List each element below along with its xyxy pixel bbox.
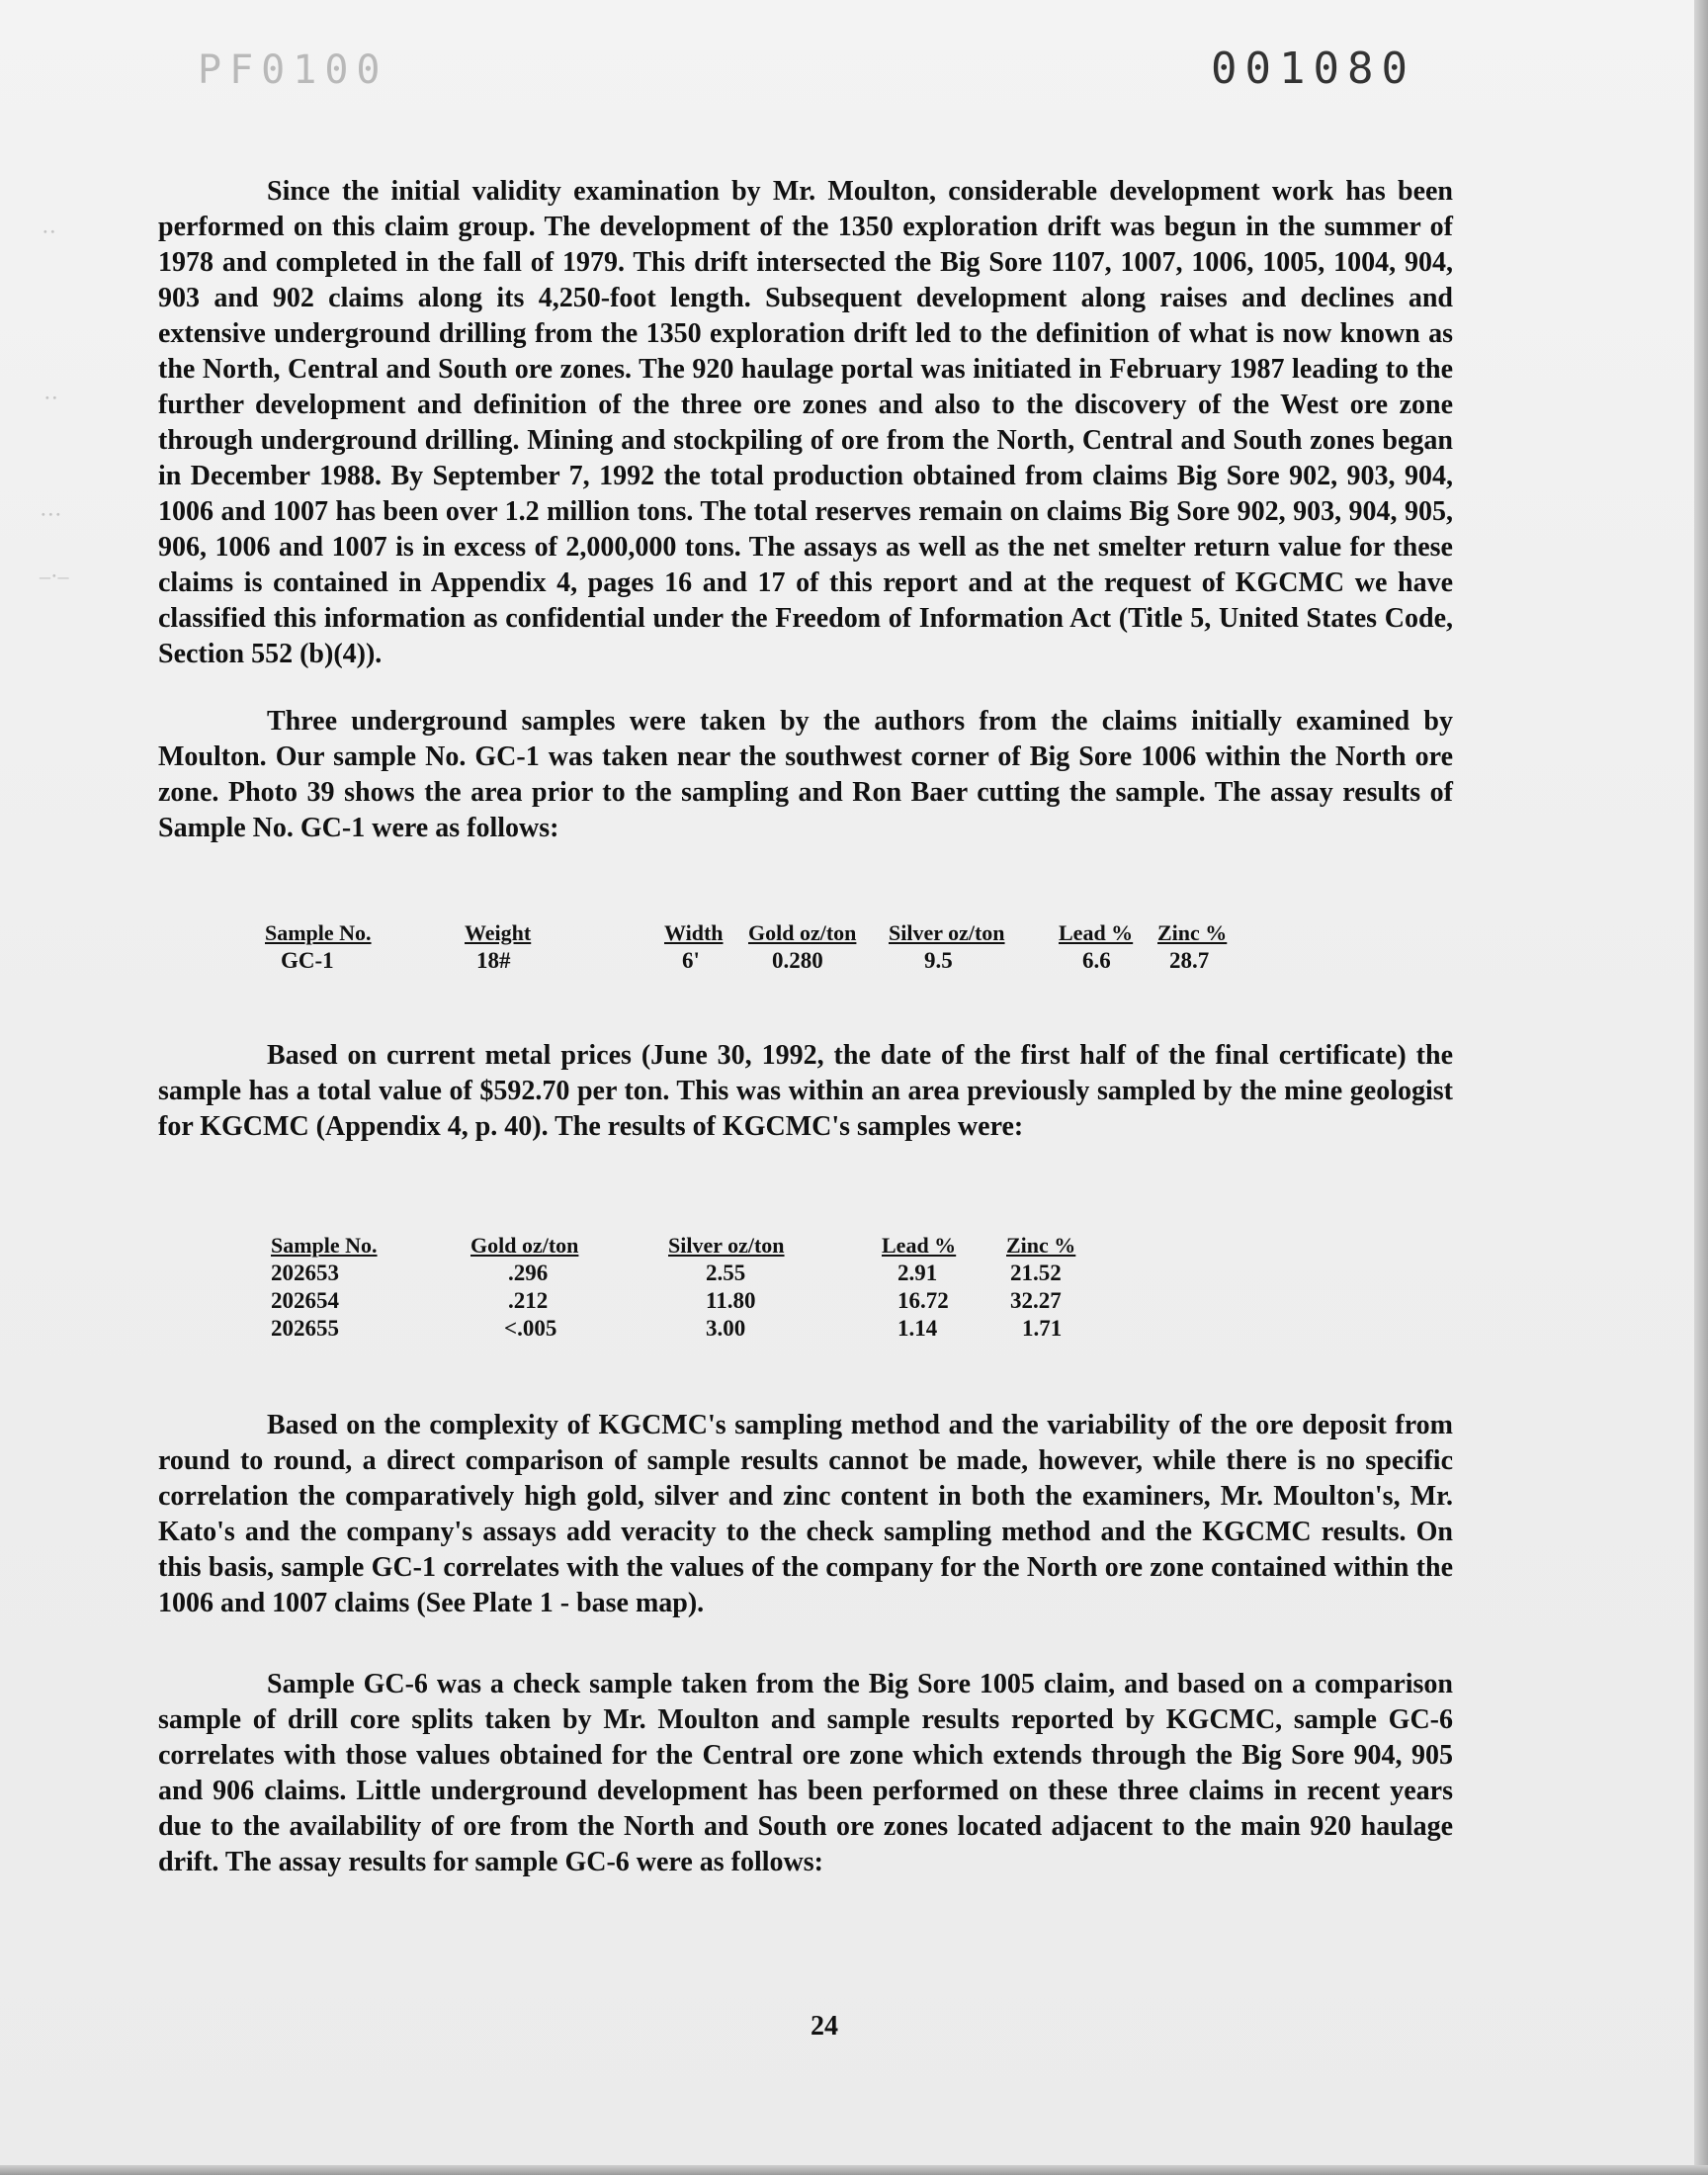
table-row xyxy=(271,1315,1105,1343)
column-header-silver: Silver oz/ton xyxy=(889,920,1005,945)
column-header-zinc: Zinc % xyxy=(1157,920,1228,945)
column-header-sample-no: Sample No. xyxy=(265,920,372,945)
column-header-width: Width xyxy=(664,920,724,945)
page-number: 24 xyxy=(811,2011,838,2042)
column-header-sample-no: Sample No. xyxy=(271,1233,378,1258)
gc1-assay-table xyxy=(265,919,1246,975)
bleed-mark: ⋅⋅ xyxy=(42,219,57,244)
cell-sample-no: 202654 xyxy=(271,1288,339,1313)
cell-silver: 3.00 xyxy=(706,1316,746,1341)
cell-width: 6' xyxy=(682,948,700,973)
column-header-weight: Weight xyxy=(465,920,532,945)
table-header-row xyxy=(271,1232,1105,1260)
table-row xyxy=(265,947,1246,975)
kgcmc-samples-table xyxy=(271,1232,1105,1343)
paragraph-gc6-sample: Sample GC-6 was a check sample taken from the Big Sore 1005 claim, and based on a comparison sample of drill core splits taken by Mr. Moulton and sample results reported by KGCMC, sample GC-6 correlates with those values obtained for the Central ore zone which extends through the Big Sore 904, 905 and 906 claims. Little underground development has been performed on these three claims in recent years due to the availability of ore from the North and South ore zones located adjacent to the main 920 haulage drift. The assay results for sample GC-6 were as follows: xyxy=(158,1669,1453,1877)
bates-stamp-faded: PF0100 xyxy=(198,47,388,93)
cell-gold: .212 xyxy=(508,1288,549,1313)
page-edge-shadow-bottom xyxy=(0,2165,1708,2175)
cell-zinc: 28.7 xyxy=(1169,948,1210,973)
page-edge-shadow-right xyxy=(1694,0,1708,2175)
cell-lead: 1.14 xyxy=(897,1316,938,1341)
cell-lead: 2.91 xyxy=(897,1261,938,1285)
cell-gold: 0.280 xyxy=(772,948,823,973)
table-header-row xyxy=(265,919,1246,947)
cell-silver: 11.80 xyxy=(706,1288,756,1313)
paragraph-development-history: Since the initial validity examination by Mr. Moulton, considerable development work has been performed on this claim group. The development of the 1350 exploration drift was begun in the summer of 1978 and completed in the fall of 1979. This drift intersected the Big Sore 1107, 1007, 1006, 1005, 1004, 904, 903 and 902 claims along its 4,250-foot length. Subsequent development along raises and declines and extensive underground drilling from the 1350 exploration drift led to the definition of what is now known as the North, Central and South ore zones. The 920 haulage portal was initiated in February 1987 leading to the further development and definition of the three ore zones and also to the discovery of the West ore zone through underground drilling. Mining and stockpiling of ore from the North, Central and South zones began in December 1988. By September 7, 1992 the total production obtained from claims Big Sore 902, 903, 904, 1006 and 1007 has been over 1.2 million tons. The total reserves remain on claims Big Sore 902, 903, 904, 905, 906, 1006 and 1007 is in excess of 2,000,000 tons. The assays as well as the net smelter return value for these claims is contained in Appendix 4, pages 16 and 17 of this report and at the request of KGCMC we have classified this information as confidential under the Freedom of Information Act (Title 5, United States Code, Section 552 (b)(4)). xyxy=(158,176,1453,669)
cell-gold: <.005 xyxy=(504,1316,557,1341)
column-header-gold: Gold oz/ton xyxy=(470,1233,579,1258)
cell-zinc: 21.52 xyxy=(1010,1261,1062,1285)
column-header-gold: Gold oz/ton xyxy=(748,920,857,945)
paragraph-metal-prices: Based on current metal prices (June 30, 1992, the date of the first half of the final certificate) the sample has a total value of $592.70 per ton. This was within an area previously sampled by the mine geologist for KGCMC (Appendix 4, p. 40). The results of KGCMC's samples were: xyxy=(158,1040,1453,1142)
table-row xyxy=(271,1260,1105,1287)
bleed-mark: ⋅⋅ xyxy=(43,386,59,410)
column-header-lead: Lead % xyxy=(882,1233,957,1258)
column-header-zinc: Zinc % xyxy=(1006,1233,1076,1258)
cell-gold: .296 xyxy=(508,1261,549,1285)
cell-silver: 9.5 xyxy=(924,948,953,973)
cell-silver: 2.55 xyxy=(706,1261,746,1285)
bleed-mark: –⋅– xyxy=(40,564,69,588)
paragraph-comparison: Based on the complexity of KGCMC's sampling method and the variability of the ore deposit from round to round, a direct comparison of sample results cannot be made, however, while there is no specific correlation the comparatively high gold, silver and zinc content in both the examiners, Mr. Moulton's, Mr. Kato's and the company's assays add veracity to the check sampling method and the KGCMC results. On this basis, sample GC-1 correlates with the values of the company for the North ore zone contained within the 1006 and 1007 claims (See Plate 1 - base map). xyxy=(158,1410,1453,1618)
column-header-lead: Lead % xyxy=(1059,920,1134,945)
table-row xyxy=(271,1287,1105,1315)
cell-lead: 16.72 xyxy=(897,1288,949,1313)
cell-sample-no: 202653 xyxy=(271,1261,339,1285)
cell-sample-no: 202655 xyxy=(271,1316,339,1341)
paragraph-underground-samples: Three underground samples were taken by the authors from the claims initially examined by Moulton. Our sample No. GC-1 was taken near the southwest corner of Big Sore 1006 within the North ore zone. Photo 39 shows the area prior to the sampling and Ron Baer cutting the sample. The assay results of Sample No. GC-1 were as follows: xyxy=(158,706,1453,843)
cell-weight: 18# xyxy=(476,948,511,973)
column-header-silver: Silver oz/ton xyxy=(668,1233,785,1258)
cell-zinc: 1.71 xyxy=(1022,1316,1063,1341)
bleed-mark: ⋅⋅⋅ xyxy=(40,502,62,527)
cell-lead: 6.6 xyxy=(1082,948,1111,973)
cell-zinc: 32.27 xyxy=(1010,1288,1062,1313)
cell-sample-no: GC-1 xyxy=(281,948,334,973)
bates-stamp: 001080 xyxy=(1211,44,1415,94)
